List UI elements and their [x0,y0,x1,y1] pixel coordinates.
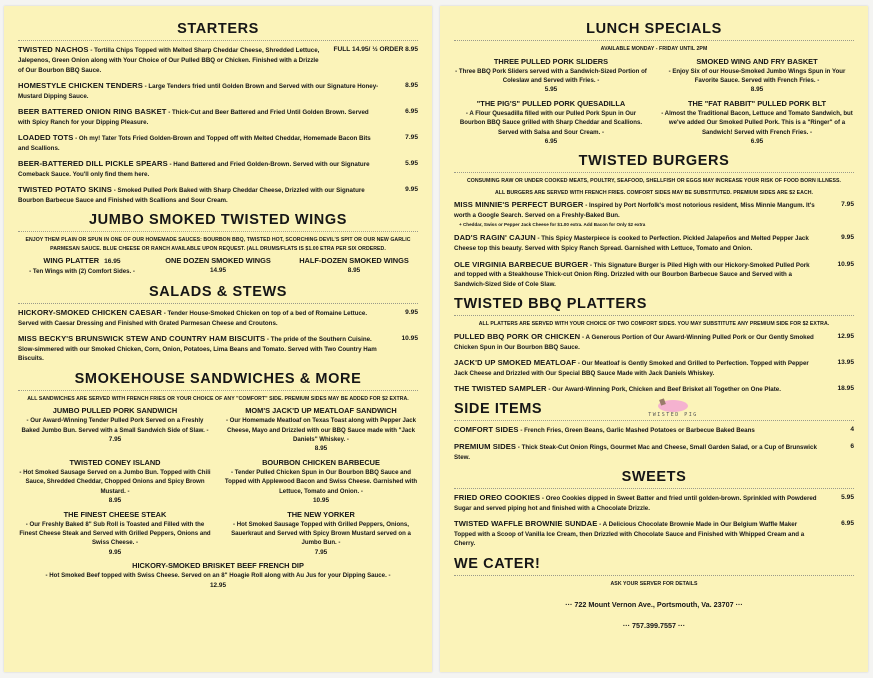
menu-item-description: - Our Award-Winning Tender Pulled Pork Served on a Freshly Baked Jumbo Bun. Served with a Small Sandwich Side of Slaw. - [21,417,209,434]
menu-item [18,81,418,102]
menu-item-price: 16.95 [104,258,121,266]
menu-item-price: 12.95 [210,581,226,589]
menu-item-name-line [224,510,418,520]
menu-item-price: 7.95 [314,548,328,556]
menu-item-name: HALF-DOZEN SMOKED WINGS [299,256,409,266]
menu-item-price: 7.95 [841,201,854,209]
menu-item-name: THE TWISTED SAMPLER [454,384,547,394]
menu-item-price: 10.95 [837,260,854,268]
menu-item-name: FRIED OREO COOKIES [454,492,541,502]
menu-item [18,185,418,206]
menu-item-name: THE NEW YORKER [287,509,355,519]
menu-item-name: OLE VIRGINIA BARBECUE BURGER [454,259,589,269]
section-note: ALL PLATTERS ARE SERVED WITH YOUR CHOICE OF TWO COMFORT SIDES. YOU MAY SUBSTITUTE ANY PREMIUM SIDE FOR $2 EXTRA. [478,321,830,328]
menu-item-description: - Thick-Cut and Beer Battered and Fried Until Golden Brown. Served with Spicy Ranch for your Dipping Pleasure. [18,109,369,126]
menu-item-description: - Ten Wings with (2) Comfort Sides. - [29,268,135,276]
section-heading-text: SALADS & STEWS [148,283,288,300]
menu-item-name: BEER-BATTERED DILL PICKLE SPEARS [18,159,168,169]
section-heading [18,20,418,41]
section-side-items [454,400,854,462]
section-heading-text: LUNCH SPECIALS [586,21,722,37]
menu-item-text [18,107,392,128]
section-heading-text: WE CATER! [454,555,541,572]
menu-item [18,561,418,590]
menu-item-name: JUMBO PULLED PORK SANDWICH [52,406,178,416]
menu-item-price: 18.95 [837,385,854,393]
menu-item-name: THE FINEST CHEESE STEAK [63,509,167,519]
menu-item-description: - Large Tenders fried until Golden Brown and Served with our Signature Honey-Mustard Dipping Sauce. [18,83,378,100]
section-heading [18,370,418,391]
section-note: ALL BURGERS ARE SERVED WITH FRENCH FRIES. COMFORT SIDES MAY BE SUBSTITUTED. PREMIUM SIDES ARE $2 EACH. [494,189,814,196]
section-heading [454,555,854,576]
section-heading-text: JUMBO SMOKED TWISTED WINGS [88,212,348,229]
menu-item-text [454,200,828,228]
menu-item-name: MISS MINNIE'S PERFECT BURGER [454,200,584,210]
menu-item-name: TWISTED NACHOS [18,45,89,54]
menu-item-name: PULLED BBQ PORK OR CHICKEN [454,331,581,341]
section-salads-stews [18,283,418,364]
menu-item-price: 6 [850,442,854,450]
menu-item [454,200,854,228]
menu-item-description: - Tender House-Smoked Chicken on top of a bed of Romaine Lettuce. Served with Caesar Dressing and Finished with Grated Parmesan Cheese and Croutons. [18,310,367,327]
menu-item-price: 5.95 [544,86,558,94]
menu-item [454,519,854,549]
menu-item-description: - Three BBQ Pork Sliders served with a Sandwich-Sized Portion of Coleslaw and Served with Fries. - [455,67,647,84]
section-note: ALL SANDWICHES ARE SERVED WITH FRENCH FRIES OR YOUR CHOICE OF ANY "COMFORT" SIDE. PREMIUM SIDES MAY BE ADDED FOR $2 EXTRA. [27,395,409,402]
section-sweets [454,468,854,549]
menu-item-grid [454,57,854,151]
menu-item-name: SMOKED WING AND FRY BASKET [696,56,818,66]
menu-item-text [454,332,828,353]
menu-item [18,107,418,128]
menu-item-name: PREMIUM SIDES [454,441,517,451]
section-smokehouse-sandwiches-more [18,370,418,594]
menu-item [154,256,282,276]
menu-item-description: - Inspired by Port Norfolk's most notorious resident, Miss Minnie Mangum. It's worth a Google Search. Served on a Freshly-Baked Bun. [454,202,815,219]
menu-item-text [18,334,392,364]
menu-item [18,308,418,329]
menu-item-price: 5.95 [841,493,854,501]
section-twisted-burgers [454,152,854,290]
menu-item [454,332,854,353]
menu-item [454,260,854,290]
section-heading [454,295,854,316]
menu-item-name: THE "FAT RABBIT" PULLED PORK BLT [687,98,827,108]
menu-item-text [18,185,392,206]
menu-item [18,458,212,506]
menu-item-name: TWISTED POTATO SKINS [18,185,112,195]
menu-item-description: - Hot Smoked Beef topped with Swiss Cheese. Served on an 8" Hoagie Roll along with Au Jus for your Dipping Sauce. - [45,572,391,580]
menu-item-price: 7.95 [405,134,418,142]
menu-item [18,510,212,558]
menu-item [18,45,418,75]
menu-item-price: 13.95 [837,359,854,367]
logo-text: TWISTED PIG [648,412,698,419]
menu-item-addon-note: + Cheddar, Swiss or Pepper Jack Cheese for $1.00 extra. Add Bacon for Only $2 extra [459,221,646,227]
twisted-pig-logo [644,399,702,418]
menu-item-price: 6.95 [841,519,854,527]
menu-item-text [18,45,333,75]
menu-item [454,384,854,395]
section-heading-text: SMOKEHOUSE SANDWICHES & MORE [74,370,362,387]
menu-item-price: 9.95 [405,186,418,194]
menu-item-description: - Oh my! Tater Tots Fried Golden-Brown and Topped off with Melted Cheddar, Homemade Bacon Bits and Scallions. [18,135,371,152]
menu-item-name-line [224,458,418,468]
menu-item-name: MOM'S JACK'D UP MEATLOAF SANDWICH [245,406,397,416]
menu-item-price: 14.95 [210,267,226,275]
menu-item-text [18,159,392,180]
menu-item-description: - A Flour Quesadilla filled with our Pulled Pork Spun in Our Bourbon BBQ Sauce grilled with Sharp Cheddar and Scallions. Served with Salsa and Sour Cream. - [459,109,643,136]
menu-item-price: 12.95 [837,332,854,340]
menu-item-price: 8.95 [750,86,764,94]
section-note: ASK YOUR SERVER FOR DETAILS [610,580,698,587]
menu-item-price: 5.95 [405,160,418,168]
menu-item-description: - A Generous Portion of Our Award-Winning Pulled Pork or Our Gently Smoked Chicken Spun in Our Bourbon BBQ Sauce. [454,334,814,351]
menu-item-price: FULL 14.95/ ½ ORDER 8.95 [333,46,418,53]
menu-item-name: THREE PULLED PORK SLIDERS [493,56,609,66]
section-lunch-specials [454,20,854,150]
menu-item-text [454,233,828,254]
menu-item-name: COMFORT SIDES [454,425,519,435]
menu-item-name-line [290,256,418,266]
menu-item [18,256,146,276]
section-heading-text: TWISTED BBQ PLATTERS [454,296,647,313]
menu-item [660,99,854,147]
menu-item-description: - A Delicious Chocolate Brownie Made in Our Belgium Waffle Maker Topped with a Scoop of Vanilla Ice Cream, then Drizzled with Chocolate Sauce and Finished with Whipped Cream and a Cherry. [454,521,804,548]
menu-item-text [454,260,828,290]
section-heading-text: SIDE ITEMS [454,401,543,418]
section-twisted-bbq-platters [454,295,854,394]
menu-item-name-line [154,256,282,266]
menu-item-name-line [660,99,854,109]
menu-item [454,57,648,95]
menu-item-name-line [224,406,418,416]
phone-number: ··· 757.399.7557 ··· [622,621,686,631]
section-heading [454,468,854,489]
menu-item [454,442,854,463]
menu-item-description: - The pride of the Southern Cuisine. Slow-simmered with our Smoked Chicken, Corn, Onion, Potatoes, Lima Beans and Tomato. Served with Two Country Ham Biscuits. [18,336,377,363]
menu-item-price: 8.95 [347,267,361,275]
address: ··· 722 Mount Vernon Ave., Portsmouth, Va. 23707 ··· [565,600,743,610]
menu-item-description: - Our Meatloaf is Gently Smoked and Grilled to Perfection. Topped with Pepper Jack Cheese and Drizzled with Our Special BBQ Sauce Made with Jack Daniels Whiskey. [454,360,809,377]
menu-item-name: BOURBON CHICKEN BARBECUE [262,457,380,467]
menu-item-description: - Our Award-Winning Pork, Chicken and Beef Brisket all Together on One Plate. [547,386,781,393]
menu-item [224,510,418,558]
menu-item-name: DAD'S RAGIN' CAJUN [454,233,536,243]
menu-item [660,57,854,95]
menu-page-right [440,6,868,672]
menu-item [454,358,854,379]
section-starters [18,20,418,206]
menu-item-description: - Enjoy Six of our House-Smoked Jumbo Wings Spun in Your Favorite Sauce. Served with French Fries. - [668,67,846,84]
menu-item [454,425,854,436]
menu-item-text [454,384,828,395]
menu-item-description: - Hand Battered and Fried Golden-Brown. Served with our Signature Comeback Sauce. You'll only find them here. [18,161,370,178]
menu-item-name: TWISTED CONEY ISLAND [69,457,161,467]
menu-item-price: 8.95 [108,497,122,505]
menu-item-description: - Thick Steak-Cut Onion Rings, Gourmet Mac and Cheese, Small Garden Salad, or a Cup of Brunswick Stew. [454,444,817,461]
menu-page-left [4,6,432,672]
menu-item-price: 7.95 [108,436,122,444]
menu-item-price: 8.95 [405,81,418,89]
menu-item-description: - Our Freshly Baked 8" Sub Roll is Toasted and Filled with the Finest Cheese Steak and Served with Grilled Peppers, Onions and Swiss Cheese. - [19,520,211,547]
menu-item-name-line [18,406,212,416]
menu-item-name-line [660,57,854,67]
menu-item [454,493,854,514]
menu-item-name: LOADED TOTS [18,133,74,143]
menu-item-name-line [18,458,212,468]
menu-item-name: JACK'D UP SMOKED MEATLOAF [454,358,577,368]
section-note: AVAILABLE MONDAY - FRIDAY UNTIL 2PM [600,46,708,52]
section-jumbo-smoked-twisted-wings [18,211,418,280]
menu-item [18,133,418,154]
menu-item-name: ONE DOZEN SMOKED WINGS [165,256,271,266]
menu-item-text [18,133,392,154]
menu-item-price: 4 [850,426,854,434]
menu-item-name: BEER BATTERED ONION RING BASKET [18,106,167,116]
section-heading [18,283,418,304]
section-heading [18,211,418,232]
menu-item-price: 10.95 [401,334,418,342]
section-note: CONSUMING RAW OR UNDER COOKED MEATS, POULTRY, SEAFOOD, SHELLFISH OR EGGS MAY INCREASE YOUR RISK OF FOOD BORN ILLNESS. [467,178,841,185]
menu-item-description: - Hot Smoked Sausage Topped with Grilled Peppers, Onions, Sauerkraut and Served with Spicy Brown Mustard served on a Jumbo Bun. - [231,520,411,547]
menu-item-description: - French Fries, Green Beans, Garlic Mashed Potatoes or Barbecue Baked Beans [519,427,755,434]
menu-item [224,458,418,506]
menu-item-name-line [454,57,648,67]
menu-item-text [454,493,828,514]
menu-item-text [454,442,828,463]
menu-item-price: 6.95 [405,107,418,115]
menu-item-description: - This Spicy Masterpiece is cooked to Perfection. Pickled Jalapeños and Melted Pepper Jack Cheese top this beauty. Served with Spicy Ranch Spread. Garnished with Lettuce, Tomato and Onion. [454,235,809,252]
menu-item-price: 9.95 [841,234,854,242]
menu-item-description: - Almost the Traditional Bacon, Lettuce and Tomato Sandwich, but we've added Our Smoked Pulled Pork. This is a "Ringer" of a Sandwich! Served with French Fries. - [661,109,853,136]
menu-item [454,99,648,147]
menu-item-price: 6.95 [544,137,558,145]
menu-item-text [18,308,392,329]
menu-item-name: HICKORY-SMOKED CHICKEN CAESAR [18,307,162,317]
menu-item-description: - Our Homemade Meatloaf on Texas Toast along with Pepper Jack Cheese, Mayo and Drizzled with our BBQ Sauce made with "Jack Daniels" Whiskey. - [225,417,417,444]
menu-item [224,406,418,454]
menu-item-text [454,519,828,549]
menu-item [18,159,418,180]
section-heading [454,400,854,421]
section-heading-text: SWEETS [621,468,687,485]
menu-item-name: MISS BECKY'S BRUNSWICK STEW AND COUNTRY HAM BISCUITS [18,333,266,343]
menu-item-grid [18,256,418,280]
section-note: ENJOY THEM PLAIN OR SPUN IN ONE OF OUR HOMEMADE SAUCES: BOURBON BBQ, TWISTED HOT, SCORCHING DEVIL'S SPIT OR OUR NEW GARLIC PARMESAN SAUCE. BLUE CHEESE OR RANCH AVAILABLE UPON REQUEST. (ALL DRUMS/FLATS IS $1.00 ETRA PER SIX ORDERED. [25,237,411,252]
menu-item-description: - This Signature Burger is Piled High with our Hickory-Smoked Pulled Pork and topped with a Steakhouse Thick-cut Onion Ring. Drizzled with our Bourbon Barbecue Sauce and Served with a Sandwich-Sized Side of Cole Slaw. [454,262,810,289]
menu-item-name-line [18,561,418,571]
menu-item-price: 6.95 [750,137,764,145]
section-heading-text: STARTERS [177,21,259,37]
menu-item-name-line [18,256,146,267]
menu-item-name-line [18,510,212,520]
menu-item-description: - Smoked Pulled Pork Baked with Sharp Cheddar Cheese, Drizzled with our Signature Bourbon Barbecue Sauce and Finished with Scallions and Sour Cream. [18,187,365,204]
menu-item [18,406,212,454]
menu-item-name: WING PLATTER [43,256,100,266]
menu-item-name-line [454,99,648,109]
menu-item-price: 10.95 [313,497,329,505]
menu-item [18,334,418,364]
section-heading-text: TWISTED BURGERS [578,153,730,170]
menu-item-text [454,358,828,379]
menu-item-name: HICKORY-SMOKED BRISKET BEEF FRENCH DIP [132,561,304,571]
menu-item-description: - Oreo Cookies dipped in Sweet Batter and fried until golden-brown. Sprinkled with Powdered Sugar and served piping hot and finished with a Chocolate Drizzle. [454,495,817,512]
menu-item-price: 9.95 [108,548,122,556]
menu-item [290,256,418,276]
menu-item-description: - Tender Pulled Chicken Spun in Our Bourbon BBQ Sauce and Topped with Applewood Bacon and Swiss Cheese. Garnished with Lettuce, Tomato and Onion. - [224,468,418,495]
menu-item [454,233,854,254]
menu-item-name: "THE PIG'S" PULLED PORK QUESADILLA [476,98,626,108]
section-heading [454,20,854,41]
menu-item-text [18,81,392,102]
menu-item-text [454,425,828,436]
menu-item-price: 9.95 [405,308,418,316]
section-heading [454,152,854,173]
menu-item-name: HOMESTYLE CHICKEN TENDERS [18,80,143,90]
menu-item-name: TWISTED WAFFLE BROWNIE SUNDAE [454,518,598,528]
menu-item-description: - Tortilla Chips Topped with Melted Sharp Cheddar Cheese, Shredded Lettuce, Jalepenos, Green Onion along with Your Choice of Our Pulled BBQ or Chicken. Finished with a Drizzle of Our Bourbon BBQ Sauce. [18,47,319,74]
section-we-cater [454,555,854,631]
menu-item-price: 8.95 [314,445,328,453]
menu-item-grid [18,406,418,594]
menu-item-description: - Hot Smoked Sausage Served on a Jumbo Bun. Topped with Chili Sauce, Shredded Cheddar, Chopped Onions and Spicy Brown Mustard. - [19,468,211,495]
